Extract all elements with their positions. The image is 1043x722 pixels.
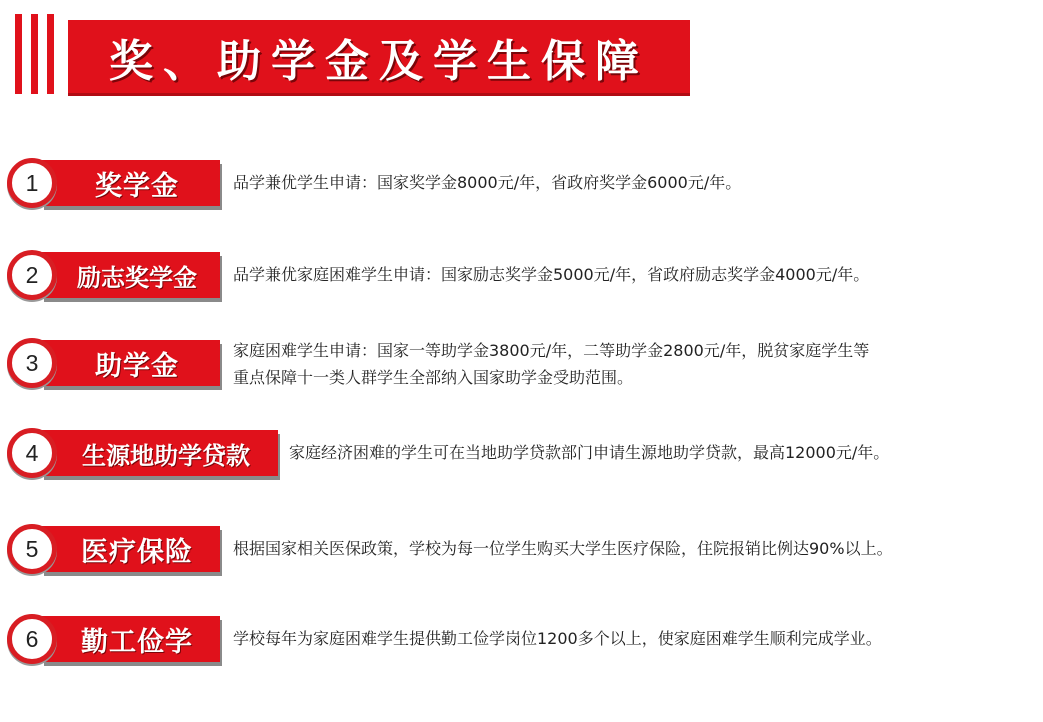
item-description	[233, 169, 741, 196]
item-description-line: 家庭经济困难的学生可在当地助学贷款部门申请生源地助学贷款，最高12000元/年。	[289, 443, 890, 462]
item-description-line: 重点保障十一类人群学生全部纳入国家助学金受助范围。	[233, 368, 634, 387]
item-number: 3	[7, 338, 57, 388]
item-number: 6	[7, 614, 57, 664]
item-description	[233, 337, 869, 391]
item-description-line: 根据国家相关医保政策，学校为每一位学生购买大学生医疗保险，住院报销比例达90%以上。	[233, 539, 893, 558]
item-number: 5	[7, 524, 57, 574]
item-label: 医疗保险	[42, 526, 220, 572]
page-title: 奖、助学金及学生保障	[109, 35, 649, 87]
item-description-line: 学校每年为家庭困难学生提供勤工俭学岗位1200多个以上，使家庭困难学生顺利完成学业。	[233, 629, 882, 648]
header-stripe	[31, 14, 38, 94]
item-label: 助学金	[42, 340, 220, 386]
item-description	[233, 625, 882, 652]
item-label: 奖学金	[42, 160, 220, 206]
header-stripe	[15, 14, 22, 94]
header-banner	[68, 20, 690, 93]
item-description	[233, 535, 893, 562]
item-description	[233, 261, 869, 288]
item-description-line: 家庭困难学生申请：国家一等助学金3800元/年，二等助学金2800元/年，脱贫家庭学生等	[233, 341, 870, 360]
item-number: 2	[7, 250, 57, 300]
item-description	[289, 439, 889, 466]
item-description-line: 品学兼优学生申请：国家奖学金8000元/年，省政府奖学金6000元/年。	[233, 173, 742, 192]
item-description-line: 品学兼优家庭困难学生申请：国家励志奖学金5000元/年，省政府励志奖学金4000元/年。	[233, 265, 870, 284]
header-stripe	[47, 14, 54, 94]
item-number: 1	[7, 158, 57, 208]
item-label: 勤工俭学	[42, 616, 220, 662]
item-number: 4	[7, 428, 57, 478]
item-label: 励志奖学金	[42, 252, 220, 298]
item-label: 生源地助学贷款	[42, 430, 278, 476]
